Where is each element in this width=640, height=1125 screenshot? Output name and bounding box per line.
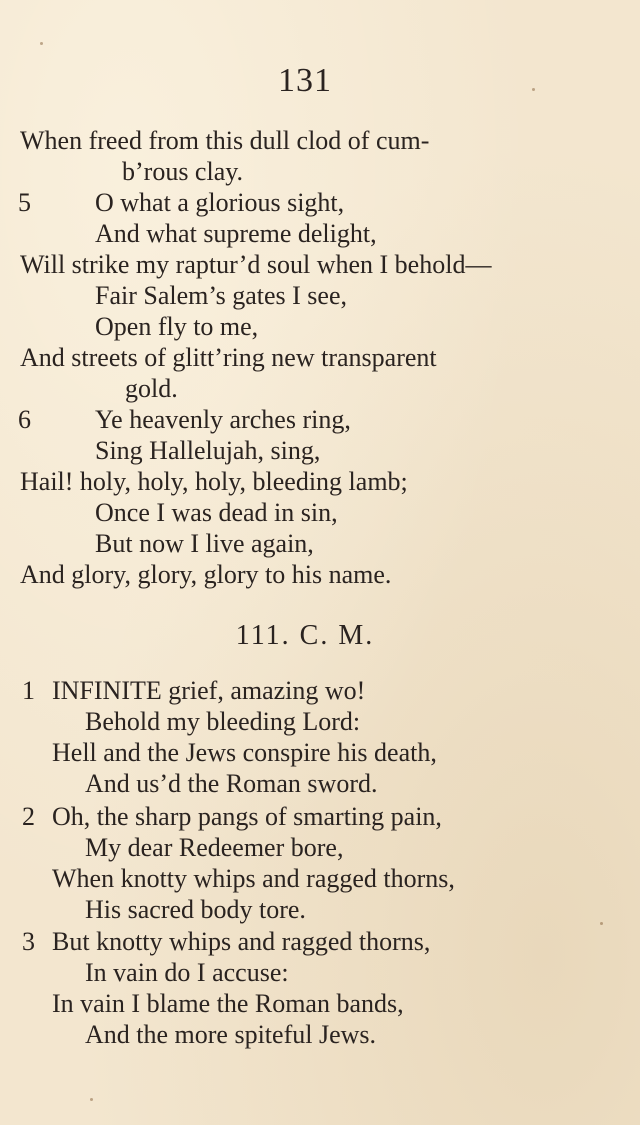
stanza-line: Once I was dead in sin, xyxy=(95,498,338,527)
stanza-line: When knotty whips and ragged thorns, xyxy=(52,864,455,893)
paper-speck xyxy=(532,88,535,91)
stanza-line: Hell and the Jews conspire his death, xyxy=(52,738,437,767)
stanza-line: But knotty whips and ragged thorns, xyxy=(52,927,431,956)
continuation-line: When freed from this dull clod of cum- xyxy=(20,126,430,155)
paper-speck xyxy=(40,42,43,45)
stanza-line: And streets of glitt’ring new transparent xyxy=(20,343,437,372)
stanza-line: My dear Redeemer bore, xyxy=(85,833,344,862)
stanza-line: INFINITE grief, amazing wo! xyxy=(52,676,366,705)
stanza-line: And what supreme delight, xyxy=(95,219,377,248)
stanza-number: 1 xyxy=(22,676,35,705)
continuation-line: b’rous clay. xyxy=(122,157,244,186)
stanza-number: 3 xyxy=(22,927,35,956)
stanza-line: And the more spiteful Jews. xyxy=(85,1020,377,1049)
stanza-line: gold. xyxy=(125,374,178,403)
paper-speck xyxy=(600,922,603,925)
hymn-heading: 111. C. M. xyxy=(235,620,375,651)
stanza-line: His sacred body tore. xyxy=(85,895,306,924)
stanza-line: But now I live again, xyxy=(95,529,314,558)
stanza-line: Oh, the sharp pangs of smarting pain, xyxy=(52,802,442,831)
paper-speck xyxy=(90,1098,93,1101)
stanza-number: 6 xyxy=(18,405,31,434)
stanza-line: In vain do I accuse: xyxy=(85,958,289,987)
stanza-number: 2 xyxy=(22,802,35,831)
stanza-line: Will strike my raptur’d soul when I behold— xyxy=(20,250,492,279)
stanza-line: O what a glorious sight, xyxy=(95,188,345,217)
page-number: 131 xyxy=(278,62,332,99)
stanza-line: Behold my bleeding Lord: xyxy=(85,707,361,736)
stanza-line: In vain I blame the Roman bands, xyxy=(52,989,404,1018)
stanza-line: Ye heavenly arches ring, xyxy=(95,405,351,434)
stanza-line: Open fly to me, xyxy=(95,312,259,341)
stanza-line: And us’d the Roman sword. xyxy=(85,769,378,798)
stanza-line: Sing Hallelujah, sing, xyxy=(95,436,321,465)
stanza-number: 5 xyxy=(18,188,31,217)
stanza-line: Hail! holy, holy, holy, bleeding lamb; xyxy=(20,467,408,496)
stanza-line: And glory, glory, glory to his name. xyxy=(20,560,392,589)
stanza-line: Fair Salem’s gates I see, xyxy=(95,281,347,310)
